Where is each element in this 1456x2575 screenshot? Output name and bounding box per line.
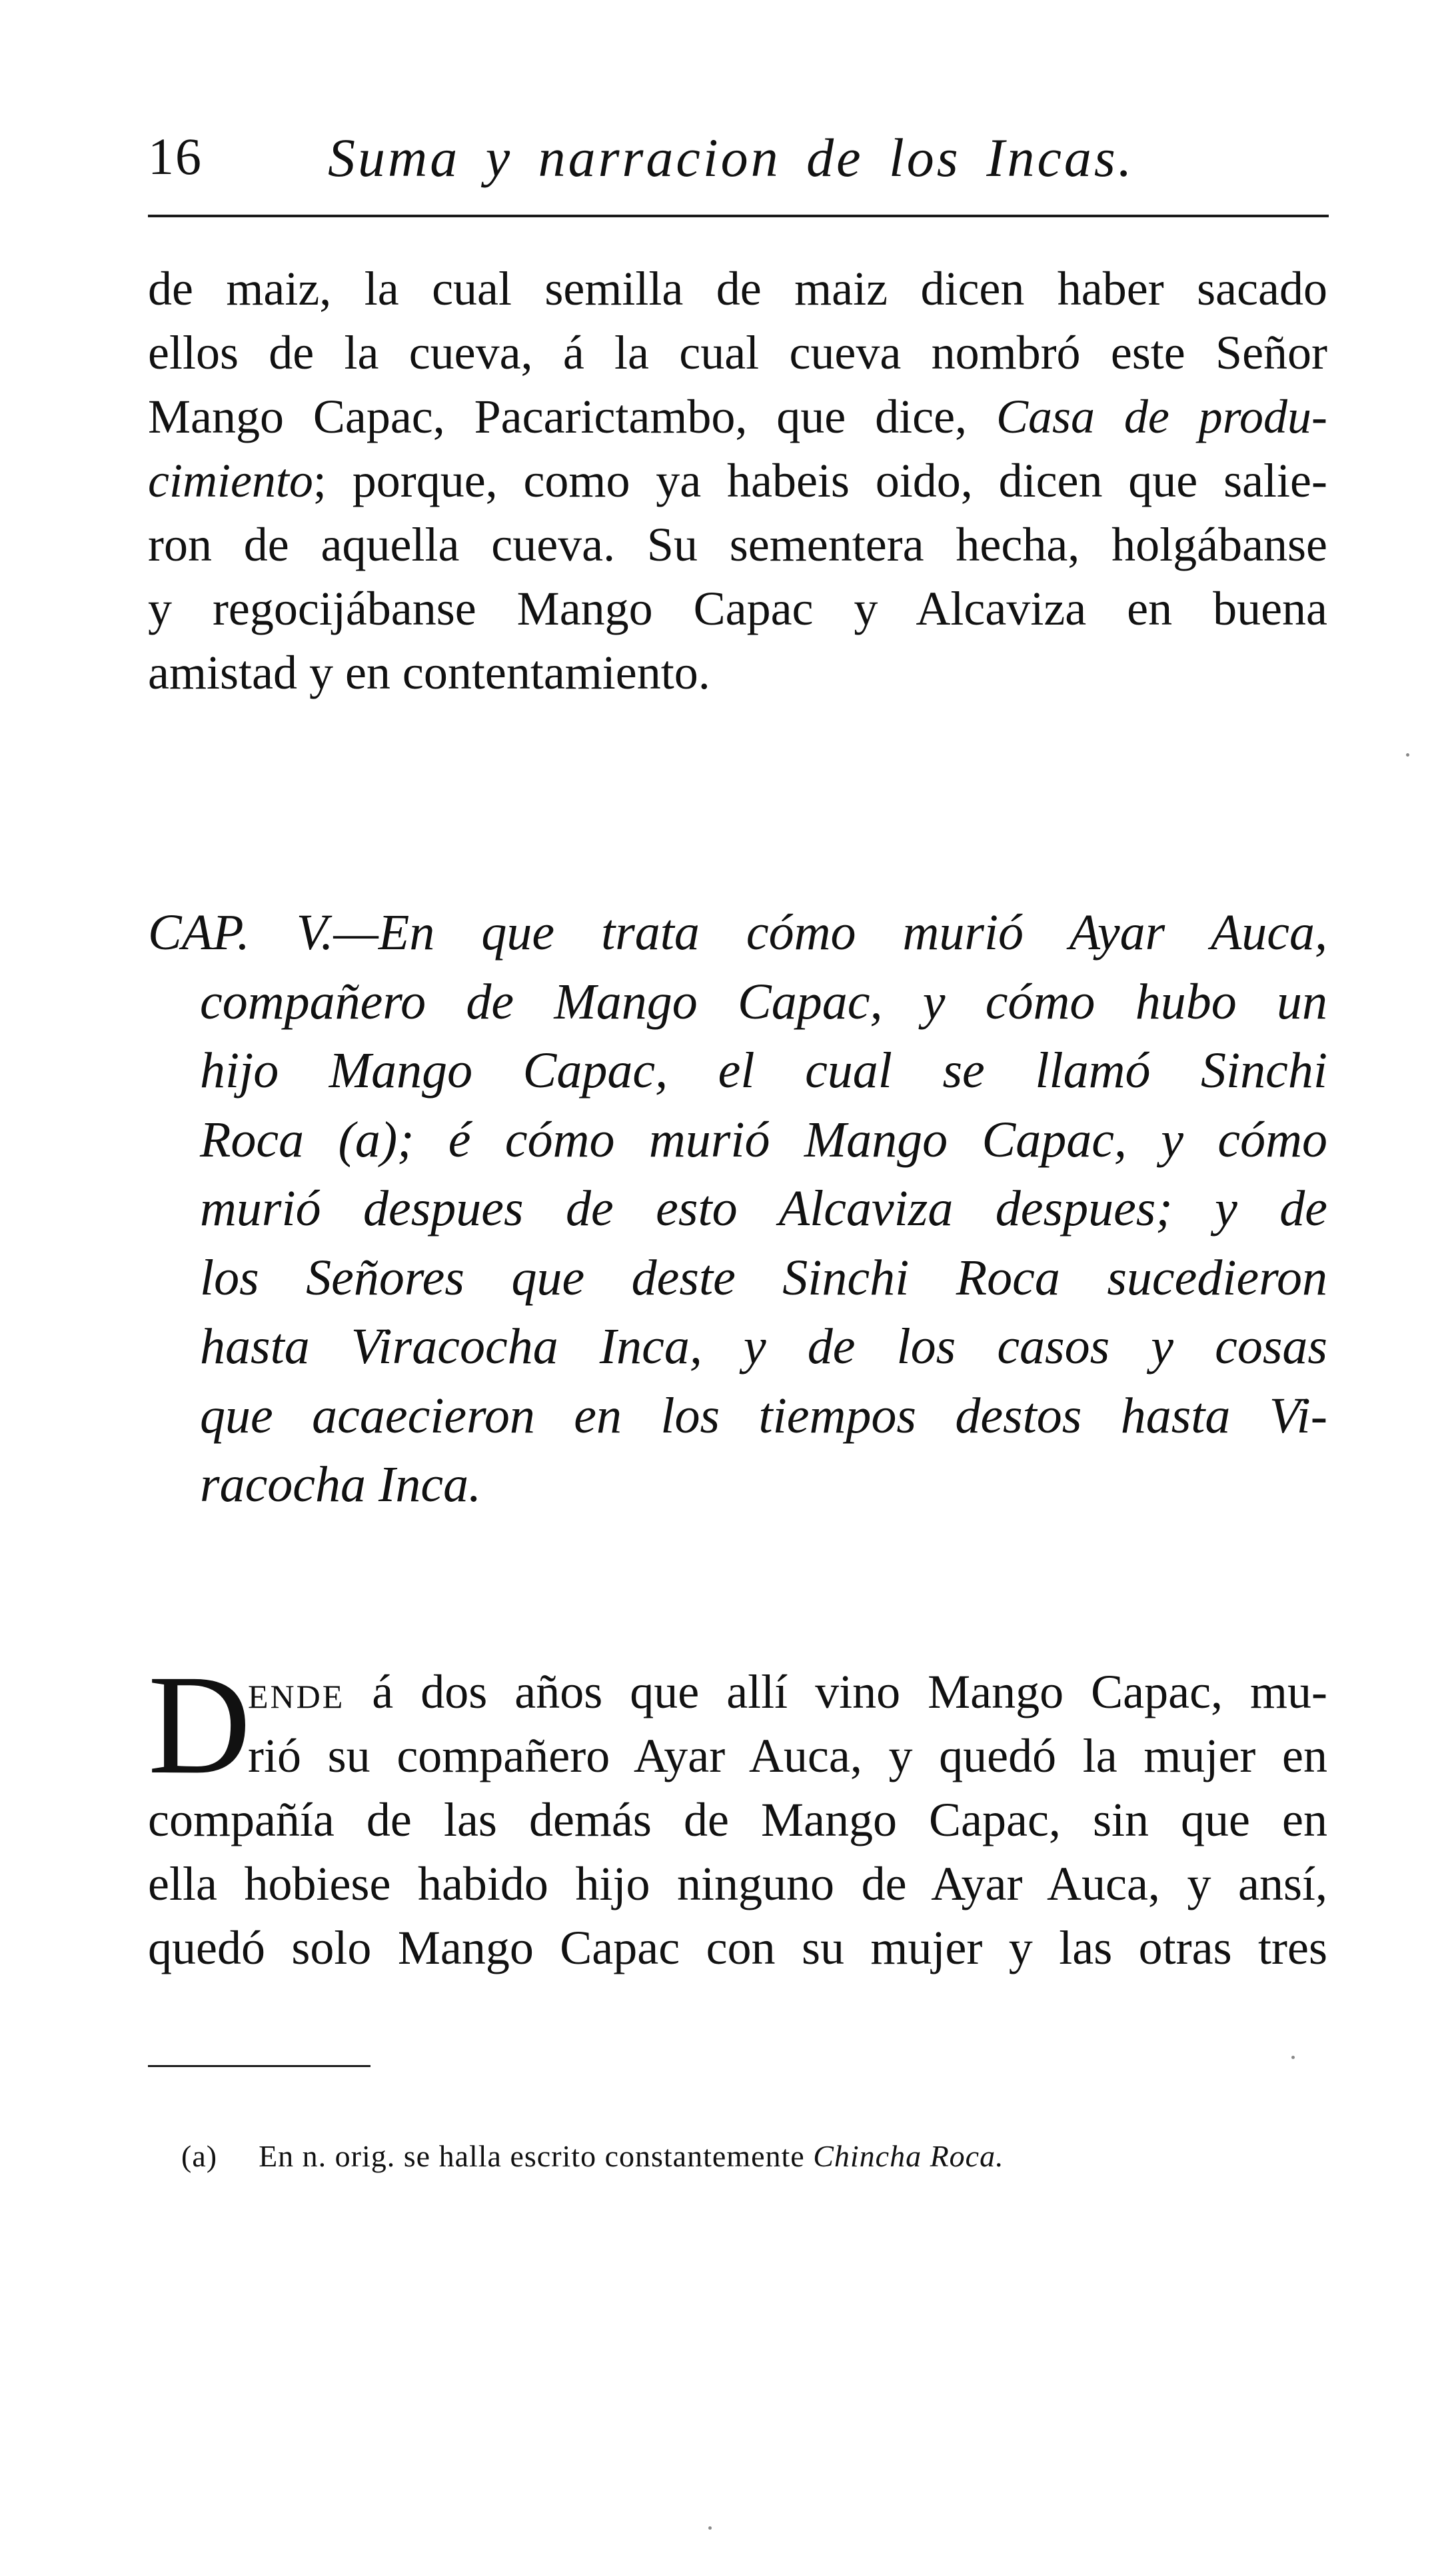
chapter-heading bbox=[148, 899, 1327, 1520]
footnote-rule bbox=[148, 2065, 370, 2067]
chapter-line: hasta Viracocha Inca, y de los casos y cosas bbox=[200, 1318, 1327, 1374]
text-line: de maiz, la cual semilla de maiz dicen haber sacado bbox=[148, 262, 1327, 315]
scan-speck bbox=[1291, 2056, 1295, 2059]
text-line: quedó solo Mango Capac con su mujer y las otras tres bbox=[148, 1921, 1327, 1974]
text-line: amistad y en contentamiento. bbox=[148, 646, 710, 699]
running-title: Suma y narracion de los Incas. bbox=[328, 127, 1135, 188]
text-line bbox=[148, 385, 1327, 449]
chapter-line: hijo Mango Capac, el cual se llamó Sinchi bbox=[200, 1043, 1327, 1099]
italic-term: cimiento bbox=[148, 454, 313, 507]
text-line: ella hobiese habido hijo ninguno de Ayar Auca, y ansí, bbox=[148, 1857, 1327, 1910]
chapter-line: murió despues de esto Alcaviza despues; y de bbox=[200, 1181, 1327, 1237]
text-segment: porque, como ya habeis oido, dicen que salie- bbox=[352, 454, 1327, 507]
text-line: cimiento; porque, como ya habeis oido, dicen que salie- bbox=[148, 454, 1327, 507]
text-line: compañía de las demás de Mango Capac, sin que en bbox=[148, 1793, 1327, 1846]
text-line: ron de aquella cueva. Su sementera hecha, holgábanse bbox=[148, 518, 1327, 571]
text-line bbox=[148, 1660, 1327, 1724]
running-header bbox=[148, 127, 1327, 200]
text-line: y regocijábanse Mango Capac y Alcaviza en buena bbox=[148, 582, 1327, 635]
chapter-line: CAP. V.—En que trata cómo murió Ayar Auca, bbox=[148, 905, 1327, 961]
chapter-line: los Señores que deste Sinchi Roca sucedieron bbox=[200, 1249, 1327, 1306]
text-segment: Mango Capac, Pacarictambo, que dice, bbox=[148, 390, 996, 443]
paragraph-2 bbox=[148, 1646, 1327, 1980]
scan-speck bbox=[708, 2526, 712, 2530]
small-caps-word: ende bbox=[248, 1665, 345, 1718]
text-segment: á dos años que allí vino Mango Capac, mu- bbox=[345, 1665, 1327, 1718]
text-line: rió su compañero Ayar Auca, y quedó la mujer en bbox=[248, 1729, 1327, 1782]
footnote bbox=[181, 2138, 1004, 2174]
footnote-italic-name: Chincha Roca. bbox=[813, 2139, 1004, 2173]
text-line: ellos de la cueva, á la cual cueva nombró este Señor bbox=[148, 326, 1327, 379]
chapter-line: compañero de Mango Capac, y cómo hubo un bbox=[200, 973, 1327, 1030]
scan-speck bbox=[1406, 753, 1409, 757]
chapter-line: que acaecieron en los tiempos destos hasta Vi- bbox=[200, 1387, 1327, 1444]
footnote-marker: (a) bbox=[181, 2139, 218, 2173]
drop-cap: D bbox=[148, 1646, 251, 1804]
italic-term: Casa de produ- bbox=[996, 390, 1328, 443]
footnote-text: En n. orig. se halla escrito constantemente bbox=[259, 2139, 814, 2173]
chapter-line: Roca (a); é cómo murió Mango Capac, y cómo bbox=[200, 1111, 1327, 1168]
header-rule bbox=[148, 215, 1329, 217]
chapter-line: racocha Inca. bbox=[200, 1456, 482, 1512]
page-number: 16 bbox=[148, 127, 203, 185]
paragraph-1 bbox=[148, 257, 1327, 705]
